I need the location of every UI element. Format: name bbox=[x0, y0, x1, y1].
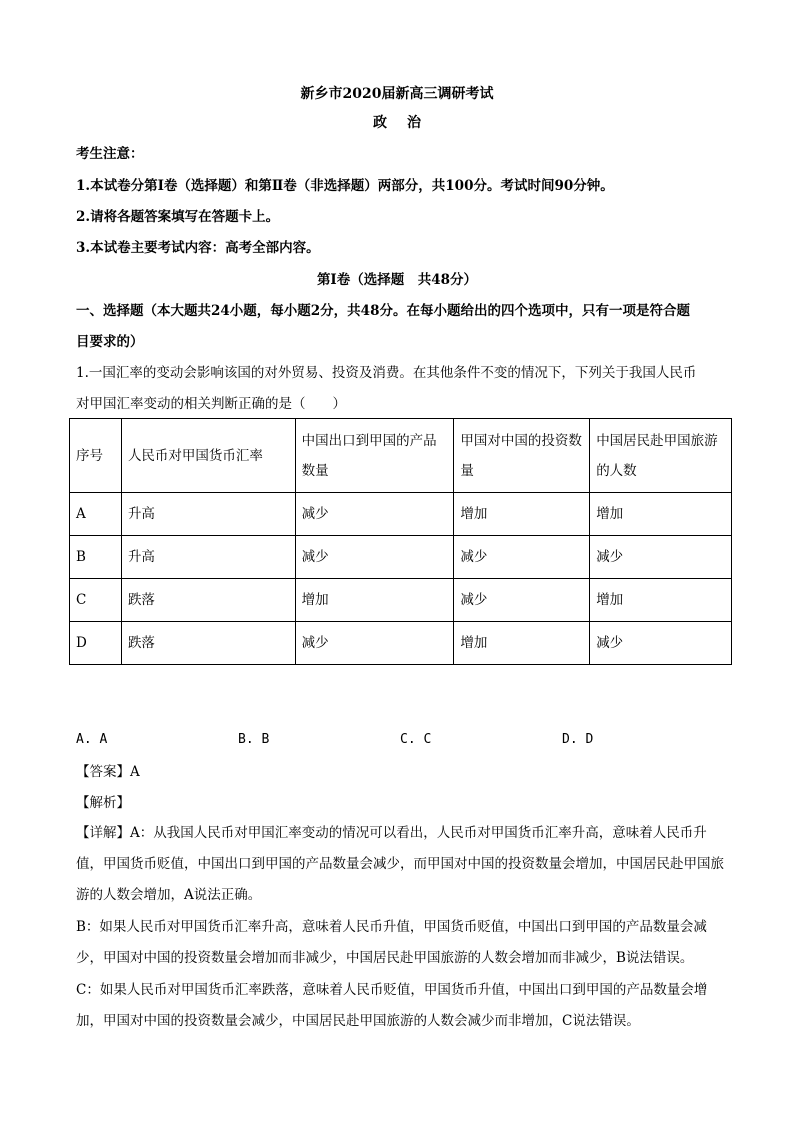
table-header-cell: 人民币对甲国货币汇率 bbox=[121, 419, 295, 493]
section-instruction: 一、选择题（本大题共24小题，每小题2分，共48分。在每小题给出的四个选项中，只有一项是符合题 bbox=[76, 303, 690, 319]
table-cell: 跌落 bbox=[121, 622, 295, 665]
explanation-a: 【详解】A：从我国人民币对甲国汇率变动的情况可以看出，人民币对甲国货币汇率升高，意味着人民币升值，甲国货币贬值，中国出口到甲国的产品数量会减少，而甲国对中国的投资数量会增加，中国居民赴甲国旅游的人数会增加，A说法正确。 bbox=[76, 825, 724, 903]
answer: 【答案】A bbox=[76, 764, 140, 780]
table-header-cell: 甲国对中国的投资数量 bbox=[454, 419, 590, 493]
table-row bbox=[70, 493, 732, 536]
exam-title: 新乡市2020届新高三调研考试 bbox=[300, 86, 494, 102]
table-row bbox=[70, 622, 732, 665]
notice-item: 2.请将各题答案填写在答题卡上。 bbox=[76, 209, 280, 225]
table-cell: C bbox=[70, 579, 122, 622]
notice-item: 3.本试卷主要考试内容：高考全部内容。 bbox=[76, 240, 320, 256]
section-title: 第Ⅰ卷（选择题 共48分） bbox=[316, 272, 478, 288]
table-header-cell: 序号 bbox=[70, 419, 122, 493]
table-cell: D bbox=[70, 622, 122, 665]
option-b: B. B bbox=[238, 732, 270, 747]
table-cell: 减少 bbox=[590, 536, 732, 579]
explanation-c: C：如果人民币对甲国货币汇率跌落，意味着人民币贬值，甲国货币升值，中国出口到甲国的产品数量会增加，甲国对中国的投资数量会减少，中国居民赴甲国旅游的人数会减少而非增加，C说法错误。 bbox=[76, 982, 708, 1029]
table-cell: 增加 bbox=[454, 493, 590, 536]
table-cell: 减少 bbox=[295, 493, 454, 536]
table-cell: 增加 bbox=[454, 622, 590, 665]
table-row bbox=[70, 579, 732, 622]
option-a: A. A bbox=[76, 732, 108, 747]
table-cell: B bbox=[70, 536, 122, 579]
table-cell: 减少 bbox=[454, 579, 590, 622]
question-stem: 1.一国汇率的变动会影响该国的对外贸易、投资及消费。在其他条件不变的情况下，下列关于我国人民币 bbox=[76, 365, 697, 381]
table-cell: A bbox=[70, 493, 122, 536]
table-cell: 增加 bbox=[590, 579, 732, 622]
table-header-row bbox=[70, 419, 732, 493]
table-cell: 跌落 bbox=[121, 579, 295, 622]
subject-char: 治 bbox=[407, 115, 421, 131]
table-row bbox=[70, 536, 732, 579]
subject-title bbox=[0, 113, 794, 133]
table-cell: 增加 bbox=[295, 579, 454, 622]
analysis-label: 【解析】 bbox=[76, 795, 130, 811]
table-cell: 升高 bbox=[121, 493, 295, 536]
table-cell: 增加 bbox=[590, 493, 732, 536]
notice-heading: 考生注意： bbox=[76, 146, 144, 162]
table-header-cell: 中国出口到甲国的产品数量 bbox=[295, 419, 454, 493]
explanation-b: B：如果人民币对甲国货币汇率升高，意味着人民币升值，甲国货币贬值，中国出口到甲国的产品数量会减少，甲国对中国的投资数量会增加而非减少，中国居民赴甲国旅游的人数会增加而非减少，B说法错误。 bbox=[76, 919, 707, 966]
table-cell: 减少 bbox=[295, 622, 454, 665]
table-cell: 减少 bbox=[454, 536, 590, 579]
option-c: C. C bbox=[400, 732, 432, 747]
notice-item: 1.本试卷分第Ⅰ卷（选择题）和第Ⅱ卷（非选择题）两部分，共100分。考试时间90分钟。 bbox=[76, 178, 614, 194]
table-header-cell: 中国居民赴甲国旅游的人数 bbox=[590, 419, 732, 493]
section-instruction: 目要求的） bbox=[76, 334, 144, 350]
subject-char: 政 bbox=[373, 115, 387, 131]
question-table bbox=[69, 418, 732, 665]
table-cell: 升高 bbox=[121, 536, 295, 579]
table-cell: 减少 bbox=[295, 536, 454, 579]
table-cell: 减少 bbox=[590, 622, 732, 665]
option-d: D. D bbox=[562, 732, 594, 747]
question-stem: 对甲国汇率变动的相关判断正确的是（ ） bbox=[76, 396, 346, 412]
